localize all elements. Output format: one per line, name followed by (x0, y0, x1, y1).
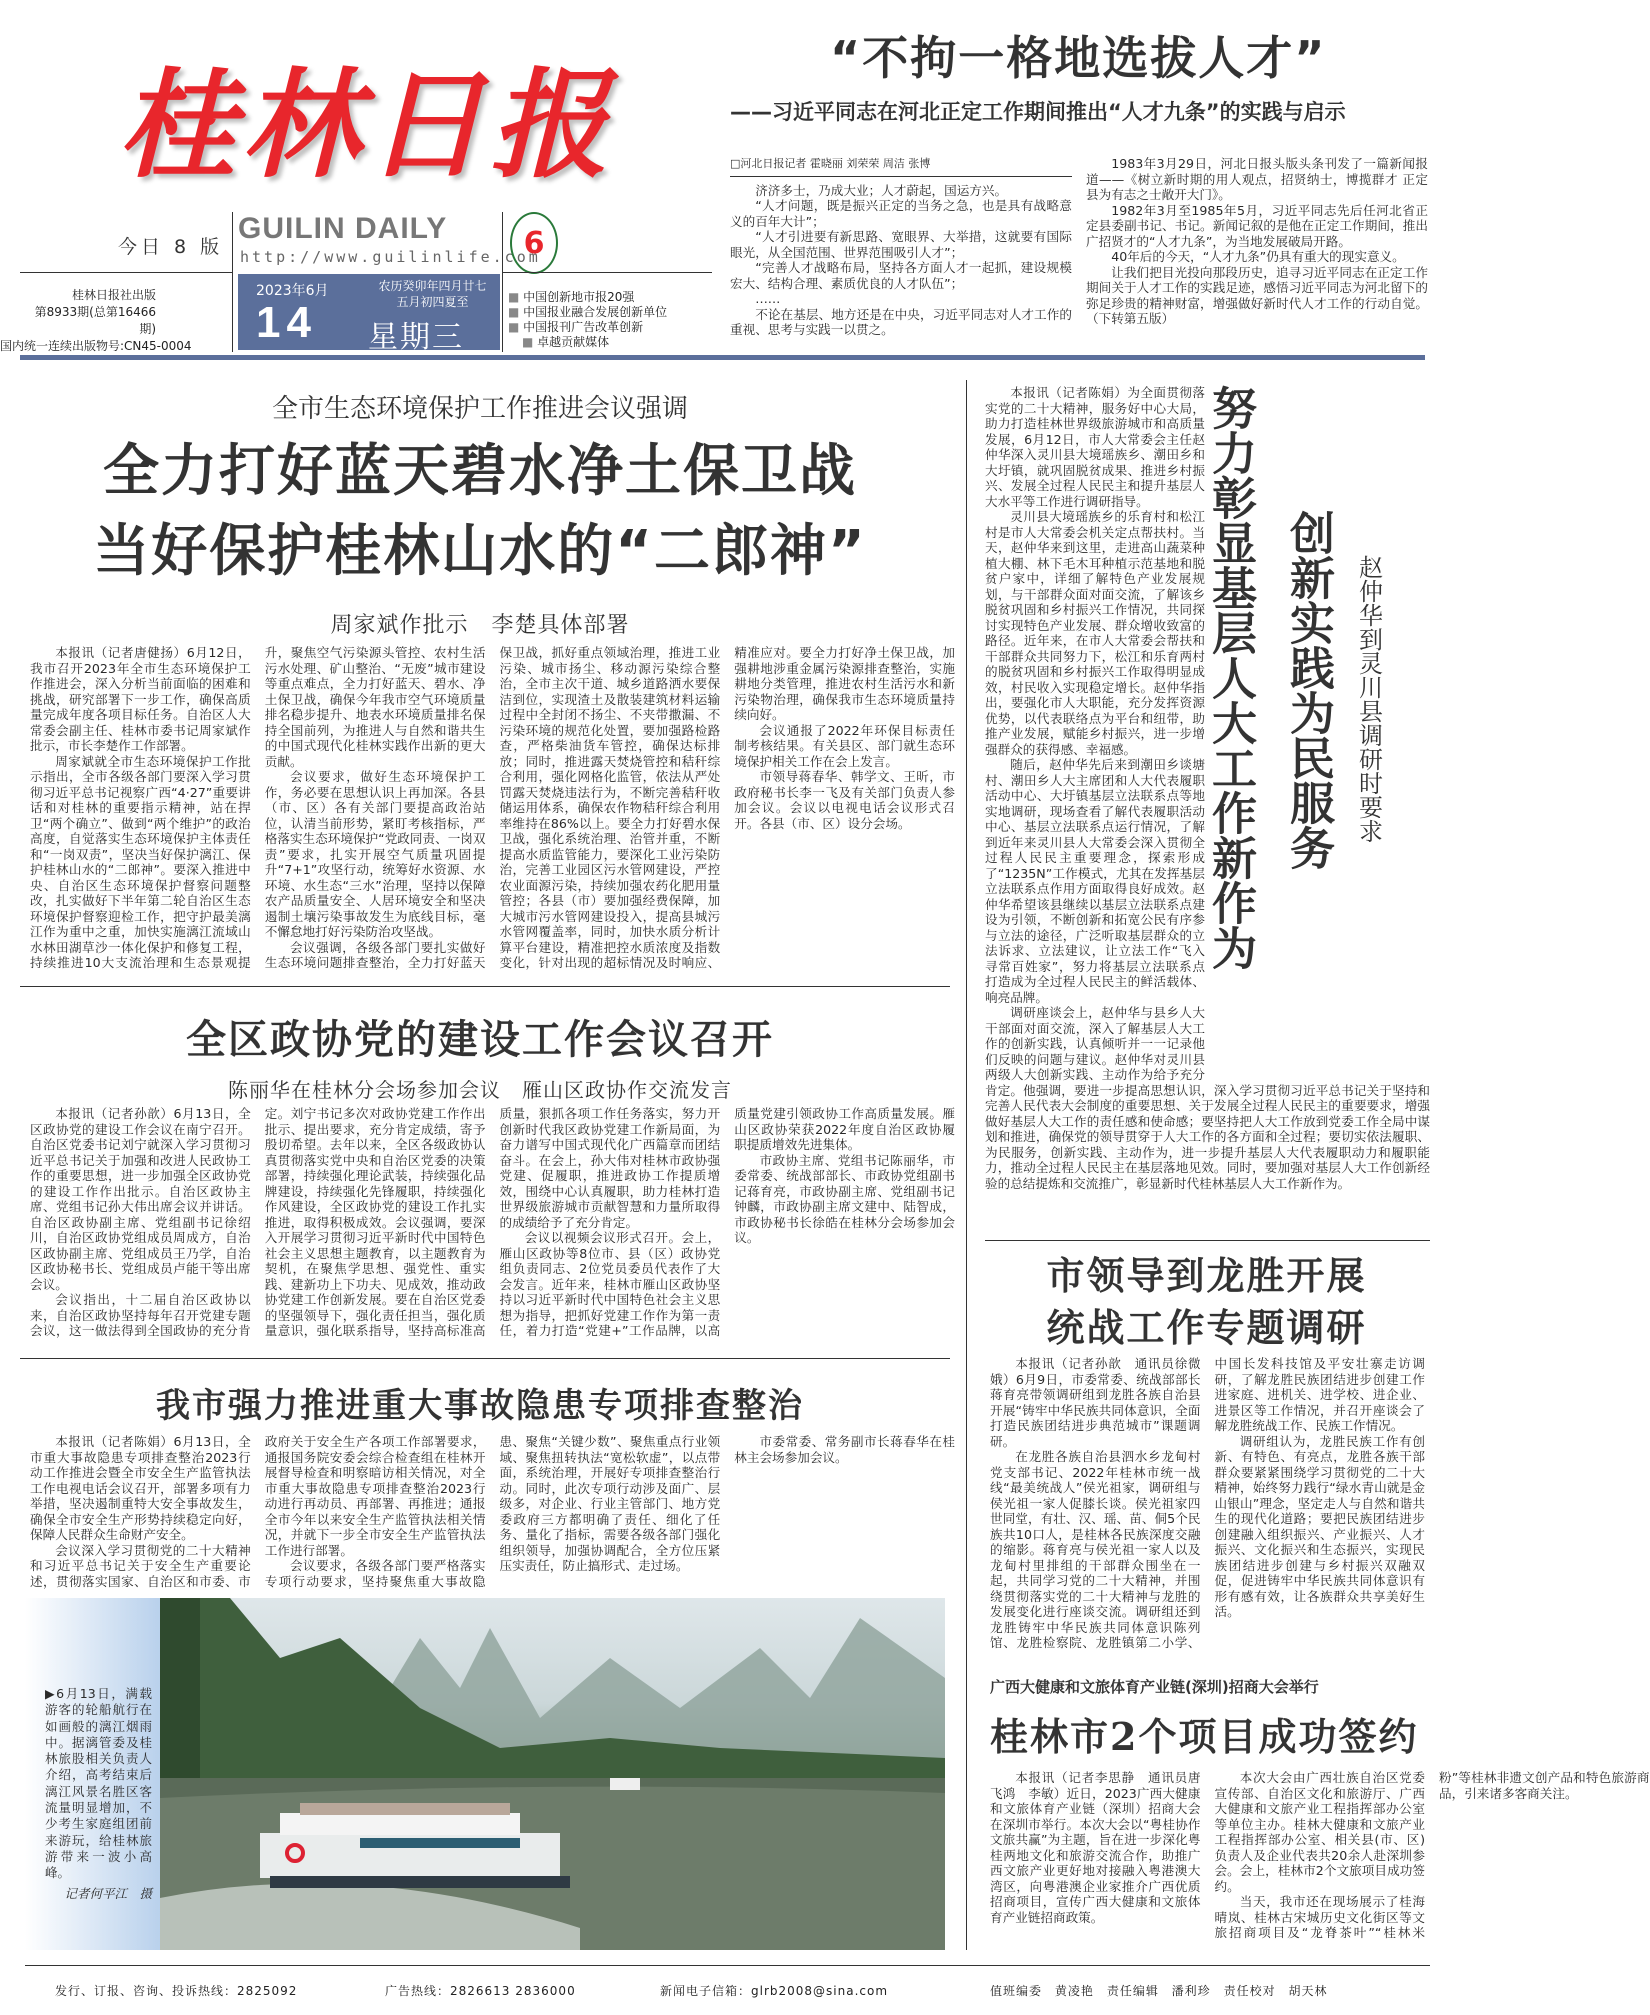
paragraph: 40年后的今天，“人才九条”仍具有重大的现实意义。 (1111, 249, 1405, 264)
cppcc-body (30, 1106, 955, 1353)
paragraph: 调研座谈会上，赵仲华与县乡人大干部面对面交流，深入了解基层人大工作的创新实践，认真倾听并一一记录他们反映的问题与建议。赵仲华对灵川县两级人大创新实践、主动作为给予充分肯定。他强调，要进一步提高思想认识，深入学习贯彻习近平总书记关于坚持和完善人民代表大会制度的重要思想、关于发展全过程人民民主的重要要求，增强做好基层人大工作的责任感和使命感；要坚持把人大工作放到党委工作全局中谋划和推进，确保党的领导贯穿于人大工作的各方面和全过程；要切实依法履职、为民服务，创新实践、主动作为，进一步提升基层人大代表履职动力和履职能力，推动全过程人民民主在基层落地见效。同时，要加强对基层人大工作创新经验的总结提炼和交流推广，彰显新时代桂林基层人大工作新作为。 (985, 1005, 1430, 1191)
footer-email[interactable]: 新闻电子信箱：glrb2008@sina.com (660, 1984, 889, 1998)
paragraph: 市政协主席、党组书记陈丽华，市委常委、统战部部长、市政协党组副书记蒋育亮，市政协副主席、党组副书记钟麟，市政协副主席文建中、陆智成，市政协秘书长徐皓在桂林分会场参加会议。 (734, 1152, 955, 1245)
divider (985, 1240, 1430, 1241)
photo-caption (25, 1598, 160, 1950)
masthead-logo: 桂林日报 (118, 55, 615, 194)
award-seal-icon: 6 (510, 212, 558, 274)
divider (232, 212, 233, 352)
env-headline-1: 全力打好蓝天碧水净土保卫战 (103, 439, 857, 504)
paragraph: 市领导蒋春华、韩学文、王昕，市政府秘书长李一飞及有关部门负责人参加会议。会议以电视电话会议形式召开。各县（市、区）设分会场。 (734, 769, 955, 831)
paragraph: 当天，我市还在现场展示了桂海晴岚、桂林古宋城历史文化街区等文旅招商项目及“龙脊茶叶”“桂林米粉”等桂林非遗文创产品和特色旅游商品，引来诸多客商关注。 (1214, 1770, 1650, 1940)
paragraph: “完善人才战略布局，坚持各方面人才一起抓，建设规模宏大、结构合理、素质优良的人才队伍”； (730, 260, 1072, 291)
honor-item: ■ 中国报业融合发展创新单位 (508, 305, 667, 320)
photo-credit: 记者何平江 摄 (64, 1885, 152, 1901)
paragraph: 本报讯（记者陈娟）6月13日，全市重大事故隐患专项排查整治2023行动工作推进会暨全市安全生产监管执法工作电视电话会议召开，部署多项有力举措，坚决遏制重特大安全事故发生，确保全市安全生产形势持续稳定向好，保障人民群众生命财产安全。 (30, 1434, 251, 1542)
footer-rule (25, 1965, 1430, 1966)
masthead-rule (20, 355, 1425, 360)
date-day: 14 (256, 298, 317, 347)
lunar-date (375, 278, 490, 310)
publication-info (0, 287, 192, 355)
feature-title: “不拘一格地选拔人才” (830, 31, 1327, 85)
paragraph: 随后，赵仲华先后来到潮田乡谈塘村、潮田乡人大主席团和人大代表履职活动中心、大圩镇基层立法联系点等地实地调研，现场查看了解代表履职活动中心、基层立法联系点运行情况，了解到近年来灵川县人大常委会深入贯彻全过程人民民主重要理念，探索形成了“1235N”工作模式，尤其在发挥基层立法联系点作用方面取得良好成效。赵仲华希望该县继续以基层立法联系点建设为引领，不断创新和拓宽公民有序参与立法的途径，广泛听取基层群众的立法诉求、立法建议，让立法工作“飞入寻常百姓家”，努力将基层立法联系点打造成为全过程人民民主的鲜活载体、响亮品牌。 (985, 757, 1205, 1005)
paragraph: 1982年3月至1985年5月，习近平同志先后任河北省正定县委副书记、书记。新闻记叙的是他在正定工作期间，推出广招贤才的“人才九条”，为当地发展破局开路。 (1086, 202, 1428, 249)
website-url[interactable]: http://www.guilinlife.com (240, 248, 541, 266)
paragraph: 会议要求，做好生态环境保护工作，务必要在思想认识上再加深。各县（市、区）各有关部门要提高政治站位，认清当前形势，紧盯考核指标，严格落实生态环境保护“党政同责、一岗双责”要求，扎实开展空气质量巩固提升“7+1”攻坚行动，统筹好水资源、水环境、水生态“三水”治理，坚持以保障农产品质量安全、人居环境安全和坚决遏制土壤污染事故发生为底线目标，毫不懈怠地打好污染防治攻坚战。 (264, 769, 486, 939)
honor-item-cont: ■ 卓越贡献媒体 (508, 335, 667, 350)
paragraph: 会议要求，各级各部门要严格落实专项行动要求，坚持聚焦重大事故隐患、聚焦“关键少数”、聚焦重点行业领域、聚焦扭转执法“宽松软虚”，以点带面，系统治理，开展好专项排查整治行动。同时，此次专项行动涉及面广、层级多，对企业、行业主管部门、地方党委政府三方都明确了责任、细化了任务、量化了指标，需要各级各部门强化组织领导，加强协调配合，全方位压紧压实责任，防止搞形式、走过场。 (264, 1434, 721, 1589)
caption-text: ▶6月13日，满载游客的轮船航行在如画般的漓江烟雨中。据漓管委及桂林旅股相关负责人介绍，高考结束后漓江风景名胜区客流量明显增加，不少考生家庭组团前来游玩，给桂林旅游带来一波小高峰。 (45, 1686, 152, 1881)
solar-term: 五月初四夏至 (396, 295, 469, 309)
safety-headline: 我市强力推进重大事故隐患专项排查整治 (156, 1386, 804, 1426)
cn-number: 国内统一连续出版物号:CN45-0004 (0, 339, 192, 353)
paragraph: 市委常委、常务副市长蒋春华在桂林主会场参加会议。 (734, 1434, 955, 1465)
cppcc-subtitle: 陈丽华在桂林分会场参加会议 雁山区政协作交流发言 (228, 1078, 732, 1102)
issue-number: 第8933期(总第16466期) (34, 305, 156, 336)
feature-subtitle: ——习近平同志在河北正定工作期间推出“人才九条”的实践与启示 (730, 100, 1346, 124)
paragraph: 在龙胜各族自治县泗水乡龙甸村党支部书记、2022年桂林市统一战线“最美统战人”侯光祖家，调研组与侯光祖一家人促膝长谈。侯光祖家四世同堂，有壮、汉、瑶、苗、侗5个民族共10口人，是桂林各民族深度交融的缩影。蒋育亮与侯光祖一家人以及龙甸村里排组的干部群众围坐在一起，共同学习党的二十大精神，并围绕贯彻落实党的二十大精神与龙胜的发展变化进行座谈交流。调研组还到龙胜铸牢中华民族共同体意识陈列馆、龙胜检察院、龙胜镇第二小学、中国长发科技馆及平安壮寨走访调研，了解龙胜民族团结进步创建工作进家庭、进机关、进学校、进企业、进景区等工作情况，并召开座谈会了解龙胜统战工作、民族工作情况。 (990, 1356, 1425, 1650)
env-kicker: 全市生态环境保护工作推进会议强调 (271, 394, 688, 424)
paragraph: 会议以视频会议形式召开。会上，雁山区政协等8位市、县（区）政协党组负责同志、2位党员委员代表作了大会发言。近年来，桂林市雁山区政协坚持以习近平新时代中国特色社会主义思想为指导，把抓好党建工作作为第一责任，着力打造“党建+”工作品牌，以高质量党建引领政协工作高质量发展。雁山区政协荣获2022年度自治区政协履职提质增效先进集体。 (499, 1106, 955, 1338)
feature-body (730, 156, 1428, 352)
tz-body (990, 1356, 1425, 1656)
renda-headline-2: 创新实践为民服务 (1282, 510, 1335, 870)
divider (502, 272, 712, 273)
paragraph: 会议通报了2022年环保目标责任制考核结果。有关县区、部门就生态环境保护相关工作在会上发言。 (734, 722, 955, 769)
date-year-month: 2023年6月 (256, 283, 329, 299)
cppcc-headline: 全区政协党的建设工作会议召开 (186, 1016, 774, 1063)
renda-article (985, 385, 1430, 1235)
paragraph: 让我们把目光投向那段历史，追寻习近平同志在正定工作期间关于人才工作的实践足迹，感悟习近平同志为河北留下的弥足珍贵的精神财富，增强做好新时代人才工作的行动自觉。（下转第五版） (1086, 264, 1428, 326)
weekday: 星期三 (368, 320, 464, 355)
footer-editors: 值班编委 黄凌艳 责任编辑 潘利珍 责任校对 胡天林 (990, 1984, 1328, 1998)
english-title: GUILIN DAILY (238, 212, 448, 245)
safety-body (30, 1434, 955, 1592)
paragraph: …… (755, 291, 781, 306)
feature-byline: □河北日报记者 霍晓丽 刘荣荣 周洁 张博 (730, 156, 1072, 177)
env-headline-2: 当好保护桂林山水的“二郎神” (93, 519, 867, 584)
divider (20, 986, 950, 987)
paragraph: “人才引进要有新思路、宽眼界、大举措，这就要有国际眼光，从全国范围、世界范围吸引人才”； (730, 229, 1072, 260)
date-box (238, 274, 500, 355)
env-body (30, 645, 955, 983)
photo-scene (160, 1598, 945, 1950)
column-divider (966, 380, 967, 1950)
paragraph: 本报讯（记者孙歆 通讯员徐微娥）6月9日，市委常委、统战部部长蒋育亮带领调研组到龙胜各族自治县开展“铸牢中华民族共同体意识，全面打造民族团结进步典范城市”课题调研。 (990, 1356, 1201, 1449)
paragraph: “人才问题，既是振兴正定的当务之急，也是具有战略意义的百年大计”； (730, 198, 1072, 229)
zs-body (990, 1770, 1650, 1950)
paragraph: 本报讯（记者唐健扬）6月12日，我市召开2023年全市生态环境保护工作推进会，深入分析当前面临的困难和挑战，研究部署下一步工作，确保高质量完成年度各项目标任务。自治区人大常委会副主任、桂林市委书记周家斌作批示，市长李楚作工作部署。 (30, 645, 251, 753)
paragraph: 会议指出，十二届自治区政协以来，自治区政协坚持每年召开党建专题会议，这一做法得到全国政协的充分肯定。刘宁书记多次对政协党建工作作出批示、提出要求，充分肯定成绩，寄予殷切希望。去年以来，全区各级政协认真贯彻落实党中央和自治区党委的决策部署，持续强化理论武装，持续强化品牌建设，持续强化先锋履职，持续强化作风建设，全区政协党的建设工作扎实推进，取得积极成效。会议强调，要深入开展学习贯彻习近平新时代中国特色社会主义思想主题教育，以主题教育为契机，在聚焦学思想、强党性、重实践、建新功上下功夫、见成效，推动政协党建工作创新发展。要在自治区党委的坚强领导下，强化责任担当，强化质量意识，强化联系指导，坚持高标准高质量，狠抓各项工作任务落实，努力开创新时代我区政协党建工作新局面，为奋力谱写中国式现代化广西篇章而团结奋斗。在会上，孙大伟对桂林市政协强党建、促履职，推进政协工作提质增效，围绕中心认真履职，助力桂林打造世界级旅游城市贡献智慧和力量所取得的成绩给予了充分肯定。 (30, 1106, 721, 1338)
tz-headline-1: 市领导到龙胜开展 (1046, 1253, 1367, 1298)
paragraph: 本次大会由广西壮族自治区党委宣传部、自治区文化和旅游厅、广西大健康和文旅产业工程指挥部办公室等单位主办。桂林大健康和文旅产业工程指挥部办公室、相关县(市、区)负责人及企业代表共20余人赴深圳参会。会上，桂林市2个文旅项目成功签约。 (1214, 1770, 1425, 1894)
paragraph: 济济多士，乃成大业；人才蔚起，国运方兴。 (755, 182, 1008, 198)
paragraph: 1983年3月29日，河北日报头版头条刊发了一篇新闻报道——《树立新时期的用人观点，招贤纳士，博揽群才 正定县为有志之士敞开大门》。 (1086, 156, 1428, 202)
edition-count: 今日 8 版 (118, 236, 224, 258)
renda-subtitle: 赵仲华到灵川县调研时要求 (1354, 555, 1383, 843)
divider (20, 272, 232, 273)
footer-hotline: 发行、订报、咨询、投诉热线：2825092 (55, 1984, 298, 1998)
honors-list (508, 290, 667, 350)
paragraph: 本报讯（记者陈娟）为全面贯彻落实党的二十大精神，服务好中心大局，助力打造桂林世界级旅游城市和高质量发展，6月12日，市人大常委会主任赵仲华深入灵川县大境瑶族乡、潮田乡和大圩镇，就巩固脱贫成果、推进乡村振兴、发展全过程人民民主和提升基层人大水平等工作进行调研指导。 (985, 385, 1205, 509)
footer-ad-hotline: 广告热线：2826613 2836000 (385, 1984, 576, 1998)
paragraph: 灵川县大境瑶族乡的乐育村和松江村是市人大常委会机关定点帮扶村。当天，赵仲华来到这里，走进高山蔬菜种植大棚、林下毛木耳种植示范基地和脱贫户家中，详细了解特色产业发展规划，与干部群众面对面交流，了解该乡脱贫巩固和乡村振兴工作情况，共同探讨实现特色产业发展、群众增收致富的路径。近年来，在市人大常委会帮扶和干部群众共同努力下，松江和乐育两村的脱贫巩固和乡村振兴工作取得明显成效，村民收入实现稳定增长。赵仲华指出，要强化市人大职能，充分发挥资源优势，以代表联络点为平台和纽带，助推产业发展，赋能乡村振兴，进一步增强群众的获得感、幸福感。 (985, 509, 1205, 757)
paragraph: 周家斌就全市生态环境保护工作批示指出，全市各级各部门要深入学习贯彻习近平总书记视察广西“4·27”重要讲话和对桂林的重要指示精神，站在捍卫“两个确立”、做到“两个维护”的政治高度，自觉落实生态环境保护主体责任和“一岗双责”，坚决当好保护漓江、保护桂林山水的“二郎神”。要深入推进中央、自治区生态环境保护督察问题整改，扎实做好下半年第二轮自治区生态环境保护督察迎检工作，把守护最美漓江作为重中之重，加快实施漓江流域山水林田湖草沙一体化保护和修复工程，持续推进10大支流治理和生态景观提升，聚焦空气污染源头管控、农村生活污水处理、矿山整治、“无废”城市建设等重点难点，全力打好蓝天、碧水、净土保卫战，确保今年我市空气环境质量排名稳步提升、地表水环境质量排名保持全国前列，为推进人与自然和谐共生的中国式现代化桂林实践作出新的更大贡献。 (30, 645, 486, 970)
paragraph: 会议深入学习贯彻党的二十大精神和习近平总书记关于安全生产重要论述，贯彻落实国家、自治区和市委、市政府关于安全生产各项工作部署要求，通报国务院安委会综合检查组在桂林开展督导检查和明察暗访相关情况，对全市重大事故隐患专项排查整治2023行动进行再动员、再部署、再推进；通报全市今年以来安全生产监管执法相关情况，并就下一步全市安全生产监管执法工作进行部署。 (30, 1434, 486, 1589)
renda-headline-block (1205, 385, 1430, 1075)
renda-headline: 努力彰显基层人大工作新作为 (1204, 385, 1257, 970)
paragraph: 会议强调，各级各部门要扎实做好生态环境问题排查整治，全力打好蓝天保卫战，抓好重点领域治理，推进工业污染、城市扬尘、移动源污染综合整治，全市主次干道、城乡道路洒水要保洁到位，实现渣土及散装建筑材料运输过程中全封闭不扬尘、不夹带撒漏、不污染环境的规范化处置，要加强路检路查，严格柴油货车管控，确保达标排放；同时，推进露天焚烧管控和秸秆综合利用，强化网格化监管，依法从严处罚露天焚烧违法行为，不断完善秸秆收储运用体系，确保农作物秸秆综合利用率维持在86%以上。要全力打好碧水保卫战，强化系统治理、治管并重，不断提高水质监管能力，要深化工业污染防治，完善工业园区污水管网建设，严控农业面源污染，持续加强农药化肥用量管控；各县（市）要加强经费保障，加大城市污水管网建设投入，提高县城污水管网覆盖率，同时，加快水质分析计算平台建设，精准把控水质浓度及指数变化，针对出现的超标情况及时响应、精准应对。要全力打好净土保卫战，加强耕地涉重金属污染源排查整治，实施耕地分类管理，推进农村生活污水和新污染物治理，确保我市生态环境质量持续向好。 (264, 645, 955, 970)
li-river-photo (160, 1598, 945, 1950)
honor-item: ■ 中国报刊广告改革创新 (508, 320, 667, 335)
zs-headline: 桂林市2个项目成功签约 (990, 1714, 1419, 1759)
honor-item: ■ 中国创新地市报20强 (508, 290, 667, 305)
publisher: 桂林日报社出版 (71, 288, 156, 302)
paragraph: 调研组认为，龙胜民族工作有创新、有特色、有亮点，龙胜各族干部群众要紧紧围绕学习贯彻党的二十大精神，始终努力践行“绿水青山就是金山银山”理念，坚定走人与自然和谐共生的现代化道路；要把民族团结进步创建融入组织振兴、产业振兴、人才振兴、文化振兴和生态振兴，实现民族团结进步创建与乡村振兴双融双促，促进铸牢中华民族共同体意识有形有感有效，让各族群众共享美好生活。 (1214, 1433, 1425, 1619)
env-subtitle: 周家斌作批示 李楚具体部署 (330, 613, 630, 638)
lunar-line: 农历癸卯年四月廿七 (378, 279, 487, 293)
paragraph: 本报讯（记者孙歆）6月13日，全区政协党的建设工作会议在南宁召开。自治区党委书记刘宁就深入学习贯彻习近平总书记关于加强和改进人民政协工作的重要思想，进一步加强全区政协党的建设工作作出批示。自治区政协主席、党组书记孙大伟出席会议并讲话。自治区政协副主席、党组副书记徐绍川，自治区政协党组成员周成方，自治区政协副主席、党组成员王乃学，自治区政协秘书长、党组成员卢能干等出席会议。 (30, 1106, 251, 1292)
divider (502, 212, 503, 352)
divider (20, 1358, 950, 1359)
tz-headline-2: 统战工作专题调研 (1046, 1305, 1367, 1350)
zs-kicker: 广西大健康和文旅体育产业链(深圳)招商大会举行 (990, 1678, 1319, 1696)
paragraph: 不论在基层、地方还是在中央，习近平同志对人才工作的重视、思考与实践一以贯之。 (730, 306, 1072, 337)
tz-headline (975, 1250, 1438, 1354)
paragraph: 本报讯（记者李思静 通讯员唐飞鸿 李敏）近日，2023广西大健康和文旅体育产业链（深圳）招商大会在深圳市举行。本次大会以“粤桂协作 文旅共赢”为主题，旨在进一步深化粤桂两地文化和旅游交流合作，助推广西文旅产业更好地对接融入粤港澳大湾区，向粤港澳企业家推介广西优质招商项目，宣传广西大健康和文旅体育产业链招商政策。 (990, 1770, 1214, 1925)
